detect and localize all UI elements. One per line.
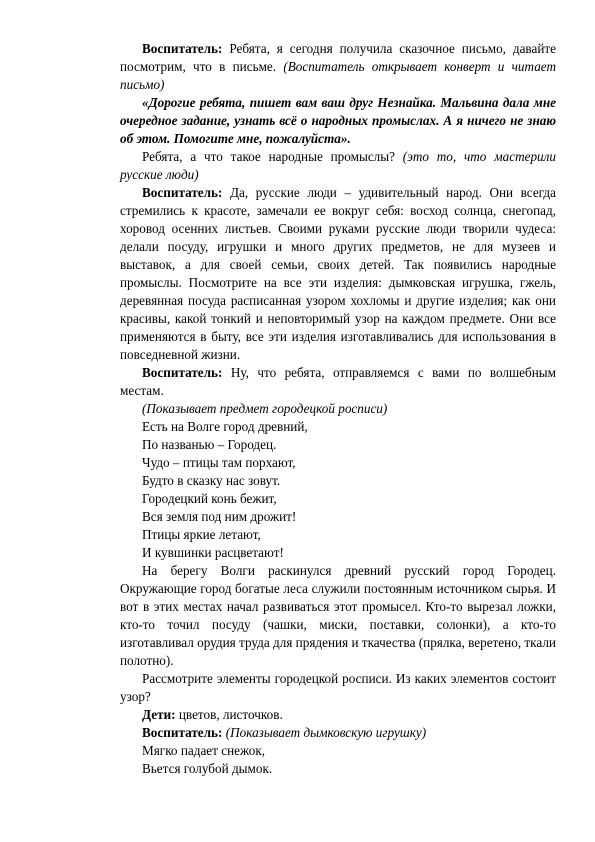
poem-line: Городецкий конь бежит, [142, 491, 277, 506]
speaker-label: Воспитатель: [142, 185, 223, 200]
speaker-label: Воспитатель: [142, 365, 223, 380]
poem-line: Будто в сказку нас зовут. [142, 473, 281, 488]
poem-dymkovo [120, 742, 556, 778]
paragraph-question [120, 148, 556, 184]
speaker-label: Дети: [142, 707, 176, 722]
poem-line: Птицы яркие летают, [142, 527, 261, 542]
poem-line: По названью – Городец. [142, 437, 277, 452]
paragraph-journey [120, 364, 556, 400]
poem-line: Есть на Волге город древний, [142, 419, 308, 434]
paragraph-text: Да, русские люди – удивительный народ. Они всегда стремились к красоте, замечали ее вокруг себя: восход солнца, снегопад, хоровод осенних листьев. Своими руками русские люди творили чудеса: делали посуду, игрушки и много других предметов, не для музеев и выставок, а для своей семьи, своих детей. Так появились народные промыслы. Посмотрите на все эти изделия: дымковская игрушка, гжель, деревянная посуда расписанная узором хохломы и другие изделия; как они красивы, какой тонкий и неповторимый узор на каждом предмете. Они все применяются в быту, все эти изделия изготавливались для использования в повседневной жизни. [120, 185, 556, 362]
paragraph-folk-crafts [120, 184, 556, 364]
poem-line: Мягко падает снежок, [142, 743, 266, 758]
poem-line: Вьется голубой дымок. [142, 761, 273, 776]
paragraph-text: Ребята, я сегодня получила сказочное письмо, давайте посмотрим, что в письме. [120, 41, 556, 74]
paragraph-pattern-question: Рассмотрите элементы городецкой росписи. Из каких элементов состоит узор? [120, 671, 556, 704]
stage-remark: (это то, что мастерили русские люди) [120, 149, 556, 182]
poem-line: Чудо – птицы там порхают, [142, 455, 296, 470]
paragraph-letter-intro [120, 40, 556, 94]
paragraph-text: цветов, листочков. [175, 707, 283, 722]
poem-line: Вся земля под ним дрожит! [142, 509, 297, 524]
document-page [120, 40, 556, 778]
stage-remark: (Показывает дымковскую игрушку) [222, 725, 427, 740]
paragraph-text: Ребята, а что такое народные промыслы? [142, 149, 395, 164]
letter-text: «Дорогие ребята, пишет вам ваш друг Незнайка. Мальвина дала мне очередное задание, узнать всё о народных промыслах. А я ничего не знаю об этом. Помогите мне, пожалуйста». [120, 95, 556, 146]
stage-remark: (Воспитатель открывает конверт и читает письмо) [120, 59, 556, 92]
poem-gorodets [120, 418, 556, 562]
speaker-label: Воспитатель: [142, 41, 223, 56]
paragraph-gorodets-history: На берегу Волги раскинулся древний русский город Городец. Окружающие город богатые леса служили постоянным источником сырья. И вот в этих местах начал развиваться этот промысел. Кто-то вырезал ложки, кто-то точил посуду (чашки, миски, поставки, солонки), а кто-то изготавливал орудия труда для прядения и ткачества (прялка, веретено, ткали полотно). [120, 563, 556, 668]
poem-line: И кувшинки расцветают! [142, 545, 284, 560]
stage-remark-gorodets: (Показывает предмет городецкой росписи) [142, 401, 388, 416]
speaker-label: Воспитатель: [142, 725, 223, 740]
paragraph-children-answer [120, 706, 556, 724]
paragraph-text: Ну, что ребята, отправляемся с вами по волшебным местам. [120, 365, 556, 398]
paragraph-dymkovo [120, 724, 556, 742]
